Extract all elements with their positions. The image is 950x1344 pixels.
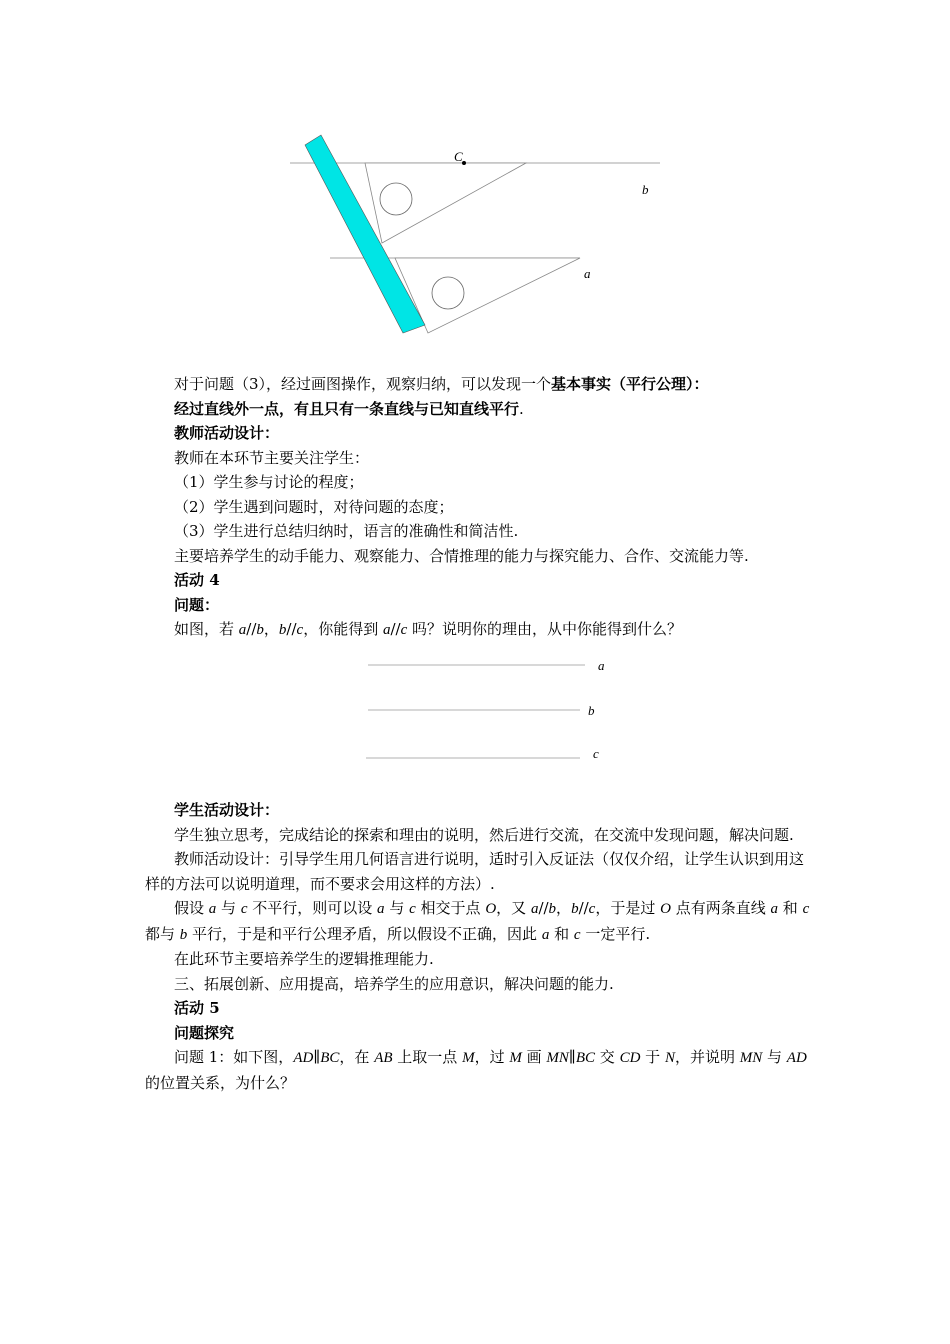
var-a: a: [382, 622, 391, 638]
parallel-construction-figure: [280, 125, 680, 340]
student-para-4: 在此环节主要培养学生的逻辑推理能力.: [174, 950, 434, 968]
seg-cd: CD: [619, 1050, 641, 1066]
var-a: a: [770, 901, 779, 917]
line-a-label: a: [584, 266, 591, 281]
upper-set-square-hole: [380, 183, 412, 215]
var-a: a: [208, 901, 217, 917]
parallel-sign: //: [390, 620, 401, 638]
activity4-problem-label: 问题：: [174, 595, 220, 614]
line-b-label: b: [642, 182, 649, 197]
basic-fact-label: 基本事实（平行公理）：: [551, 375, 709, 393]
point-m: M: [462, 1050, 475, 1066]
var-c: c: [573, 926, 581, 943]
section-three-title: 三、拓展创新、应用提高，培养学生的应用意识，解决问题的能力.: [174, 974, 614, 993]
var-b: b: [571, 901, 579, 917]
var-b: b: [179, 926, 188, 943]
var-c: c: [296, 622, 304, 638]
var-o: O: [485, 901, 497, 917]
parallel-sign: //: [538, 899, 549, 917]
p3-text: 点有两条直线: [670, 899, 771, 917]
p3-text: ，又: [496, 899, 531, 917]
var-a: a: [541, 926, 550, 943]
q-text: ，: [263, 620, 279, 638]
parallel-sign: ∥: [568, 1048, 576, 1066]
activity5-question: [145, 1045, 810, 1095]
q5-text: ，并说明: [674, 1048, 740, 1066]
point-n: N: [664, 1050, 675, 1066]
focus-item-2: （2）学生遇到问题时，对待问题的态度；: [174, 497, 454, 516]
activity5-heading: 活动 5: [174, 999, 220, 1017]
axiom-period: .: [519, 399, 524, 418]
parallel-axiom: 经过直线外一点，有且只有一条直线与已知直线平行: [174, 399, 520, 418]
teacher-focus: 教师在本环节主要关注学生：: [174, 448, 370, 467]
text-part-2: [145, 798, 810, 1095]
three-parallel-lines-figure: [360, 650, 620, 770]
q5-text: 上取一点: [392, 1048, 463, 1066]
parallel-sign: //: [246, 620, 257, 638]
seg-ad: AD: [786, 1050, 807, 1066]
student-para-2: 教师活动设计：引导学生用几何语言进行说明，适时引入反证法（仅仅介绍，让学生认识到用这样的方法可以说明道理，而不要求会用这样的方法）.: [145, 850, 805, 893]
q5-text: 与: [762, 1048, 787, 1066]
q5-text: ，过: [474, 1048, 510, 1066]
p3-text: 一定平行.: [580, 924, 651, 943]
intro-text: 对于问题（3），经过画图操作，观察归纳，可以发现一个: [174, 375, 552, 393]
var-a: a: [238, 622, 247, 638]
q-text: 吗？说明你的理由，从中你能得到什么？: [407, 620, 683, 638]
seg-bc: BC: [575, 1050, 596, 1066]
q-text: 如图，若: [174, 620, 239, 638]
p3-text: 相交于点: [415, 899, 486, 917]
student-para-1: 学生独立思考，完成结论的探索和理由的说明，然后进行交流，在交流中发现问题，解决问题.: [174, 825, 794, 844]
seg-bc: BC: [320, 1050, 340, 1066]
teacher-design-heading: 教师活动设计：: [174, 424, 280, 442]
p3-text: 和: [549, 924, 574, 943]
student-design-heading: 学生活动设计：: [174, 801, 280, 819]
p3-text: 和: [778, 899, 803, 917]
point-m: M: [509, 1050, 522, 1066]
line-a-label: a: [598, 658, 605, 673]
intro-line-2: [145, 397, 810, 422]
q5-text: 画: [521, 1048, 547, 1066]
var-c: c: [588, 901, 596, 917]
parallel-sign: ∥: [313, 1048, 321, 1066]
q5-text: 交: [595, 1048, 620, 1066]
parallel-sign: //: [578, 899, 589, 917]
var-a: a: [377, 901, 385, 917]
parallel-sign: //: [286, 620, 297, 638]
q5-text: ，在: [339, 1048, 375, 1066]
p3-text: 与: [384, 899, 410, 917]
activity4-heading: 活动 4: [174, 571, 220, 589]
p3-text: 与: [216, 899, 241, 917]
var-c: c: [409, 901, 416, 917]
p3-text: 平行，于是和平行公理矛盾，所以假设不正确，因此: [187, 924, 542, 943]
var-c: c: [802, 901, 810, 917]
line-b-label: b: [588, 703, 595, 718]
q-text: ，你能得到: [303, 620, 383, 638]
intro-line-1: [145, 372, 810, 397]
var-b: b: [256, 622, 264, 638]
p3-text: 假设: [174, 899, 209, 917]
text-part-1: [145, 372, 810, 643]
p3-text: ，于是过: [595, 899, 661, 917]
student-para-3: [145, 896, 810, 947]
line-c-label: c: [593, 746, 599, 761]
p3-text: 不平行，则可以设: [247, 899, 378, 917]
focus-item-1: （1）学生参与讨论的程度；: [174, 473, 364, 491]
focus-item-3: （3）学生进行总结归纳时，语言的准确性和简洁性.: [174, 522, 519, 540]
point-c-label: C: [454, 149, 463, 164]
var-c: c: [400, 622, 408, 638]
seg-mn: MN: [546, 1050, 569, 1066]
teacher-summary: 主要培养学生的动手能力、观察能力、合情推理的能力与探究能力、合作、交流能力等.: [174, 546, 749, 565]
activity5-sub: 问题探究: [174, 1023, 235, 1042]
seg-ab: AB: [374, 1050, 393, 1066]
q5-text: 于: [640, 1048, 665, 1066]
q5-text: 的位置关系，为什么？: [145, 1073, 296, 1092]
activity4-question: [145, 617, 810, 643]
p3-text: 都与: [145, 924, 180, 943]
lower-set-square-hole: [432, 277, 464, 309]
p3-text: ，: [556, 899, 572, 917]
seg-ad: AD: [293, 1050, 314, 1066]
var-c: c: [240, 901, 248, 917]
var-b: b: [278, 622, 287, 638]
var-o: O: [660, 901, 671, 917]
var-a: a: [530, 901, 539, 917]
q5-text: 问题 1：如下图，: [174, 1048, 294, 1066]
var-b: b: [548, 901, 557, 917]
seg-mn: MN: [739, 1050, 763, 1066]
